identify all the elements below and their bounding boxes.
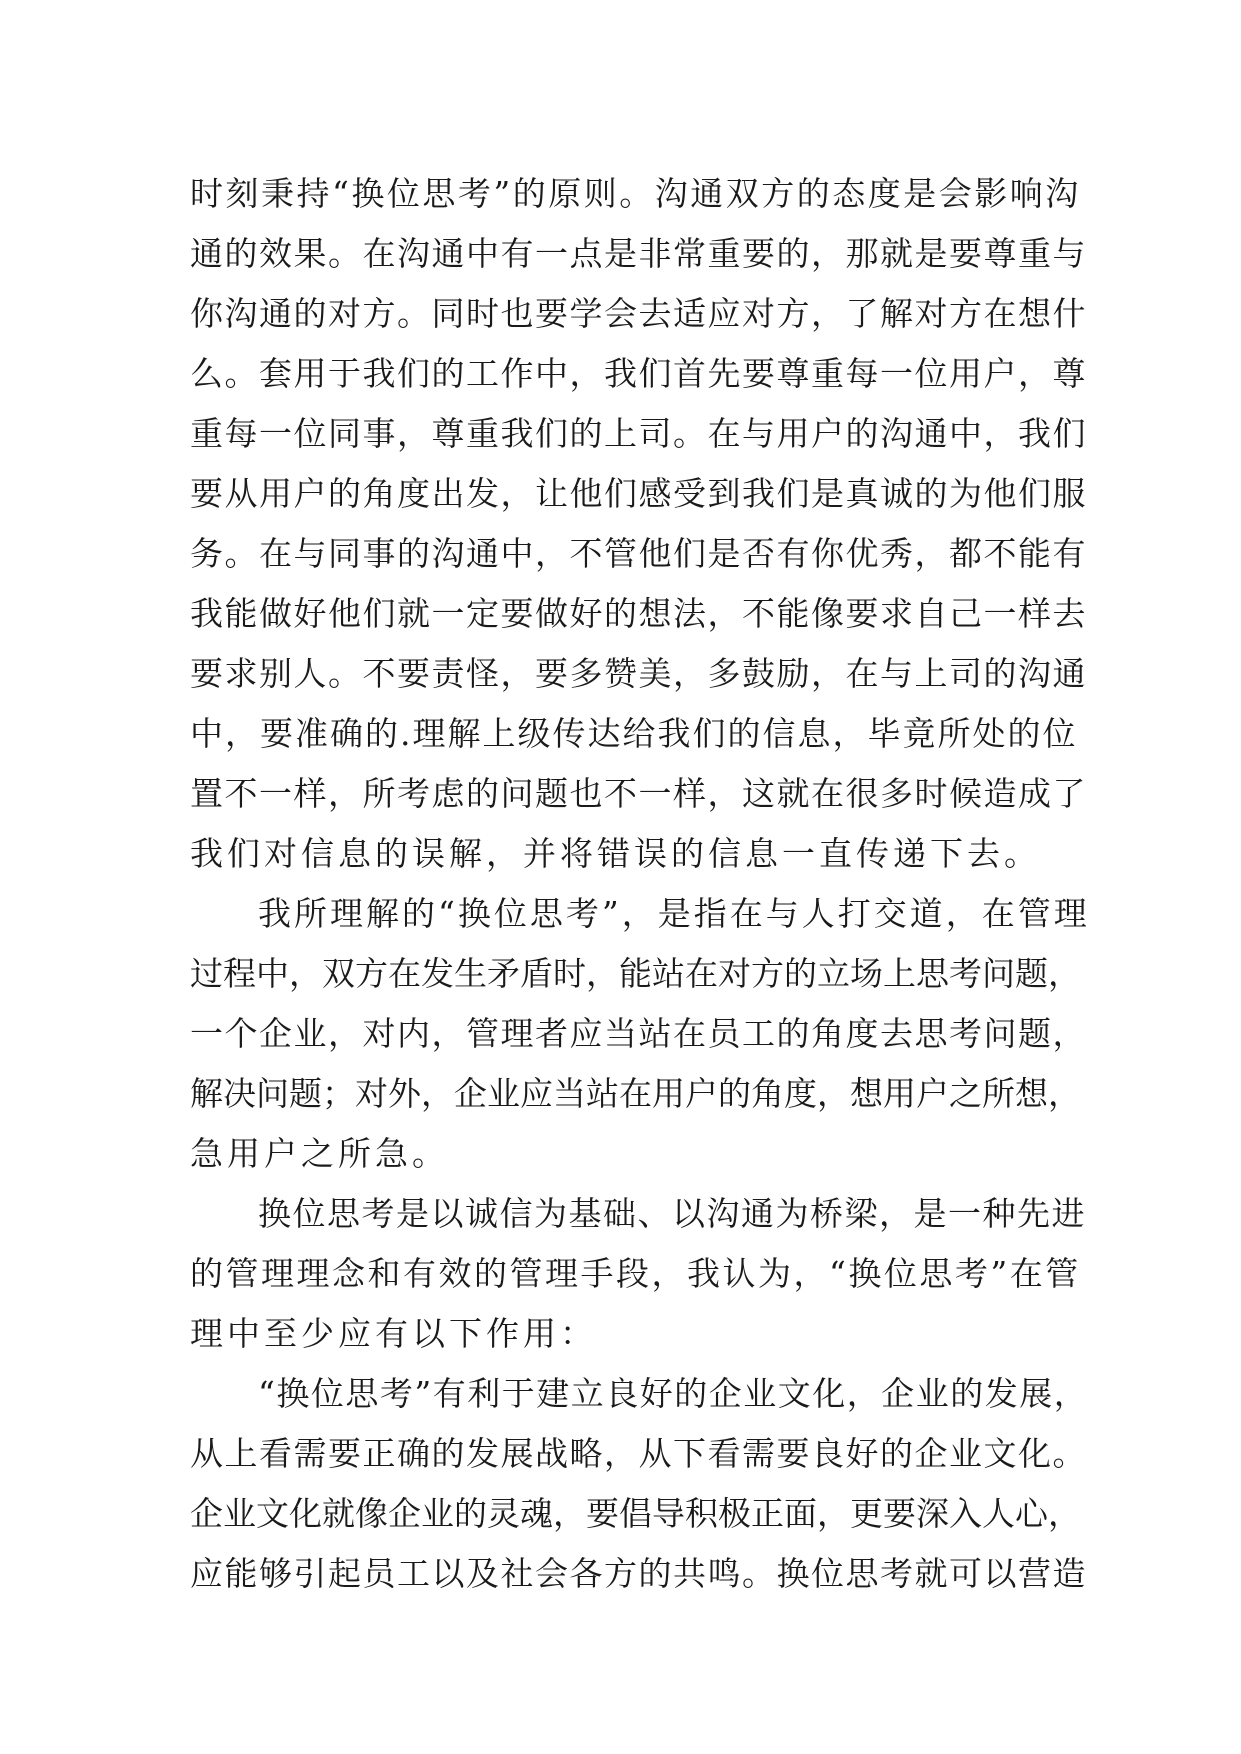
text-line: “换位思考”有利于建立良好的企业文化，企业的发展， — [258, 1374, 1089, 1413]
text-line: 时刻秉持“换位思考”的原则。沟通双方的态度是会影响沟 — [190, 174, 1081, 213]
text-line: 中，要准确的.理解上级传达给我们的信息，毕竟所处的位 — [190, 714, 1078, 753]
text-line: 重每一位同事，尊重我们的上司。在与用户的沟通中，我们 — [190, 414, 1087, 453]
text-line: 我所理解的“换位思考”，是指在与人打交道，在管理 — [258, 894, 1090, 933]
text-line: 理中至少应有以下作用： — [190, 1314, 597, 1353]
text-line: 要从用户的角度出发，让他们感受到我们是真诚的为他们服 — [190, 474, 1087, 513]
text-line: 通的效果。在沟通中有一点是非常重要的，那就是要尊重与 — [190, 234, 1087, 273]
text-line: 一个企业，对内，管理者应当站在员工的角度去思考问题， — [190, 1014, 1087, 1053]
text-line: 急用户之所急。 — [190, 1134, 449, 1173]
document-body — [190, 164, 1090, 1604]
text-line: 过程中，双方在发生矛盾时，能站在对方的立场上思考问题， — [190, 954, 1081, 993]
text-line: 么。套用于我们的工作中，我们首先要尊重每一位用户，尊 — [190, 354, 1087, 393]
text-line: 企业文化就像企业的灵魂，要倡导积极正面，更要深入人心， — [190, 1494, 1081, 1533]
text-line: 应能够引起员工以及社会各方的共鸣。换位思考就可以营造 — [190, 1554, 1087, 1593]
text-line: 换位思考是以诚信为基础、以沟通为桥梁，是一种先进 — [258, 1194, 1086, 1233]
text-line: 的管理理念和有效的管理手段，我认为，“换位思考”在管 — [190, 1254, 1081, 1293]
text-line: 务。在与同事的沟通中，不管他们是否有你优秀，都不能有 — [190, 534, 1087, 573]
text-line: 从上看需要正确的发展战略，从下看需要良好的企业文化。 — [190, 1434, 1087, 1473]
text-line: 你沟通的对方。同时也要学会去适应对方，了解对方在想什 — [190, 294, 1087, 333]
text-line: 解决问题；对外，企业应当站在用户的角度，想用户之所想， — [190, 1074, 1081, 1113]
text-line: 要求别人。不要责怪，要多赞美，多鼓励，在与上司的沟通 — [190, 654, 1087, 693]
text-line: 我们对信息的误解，并将错误的信息一直传递下去。 — [190, 834, 1041, 873]
text-line: 我能做好他们就一定要做好的想法，不能像要求自己一样去 — [190, 594, 1087, 633]
text-line: 置不一样，所考虑的问题也不一样，这就在很多时候造成了 — [190, 774, 1087, 813]
